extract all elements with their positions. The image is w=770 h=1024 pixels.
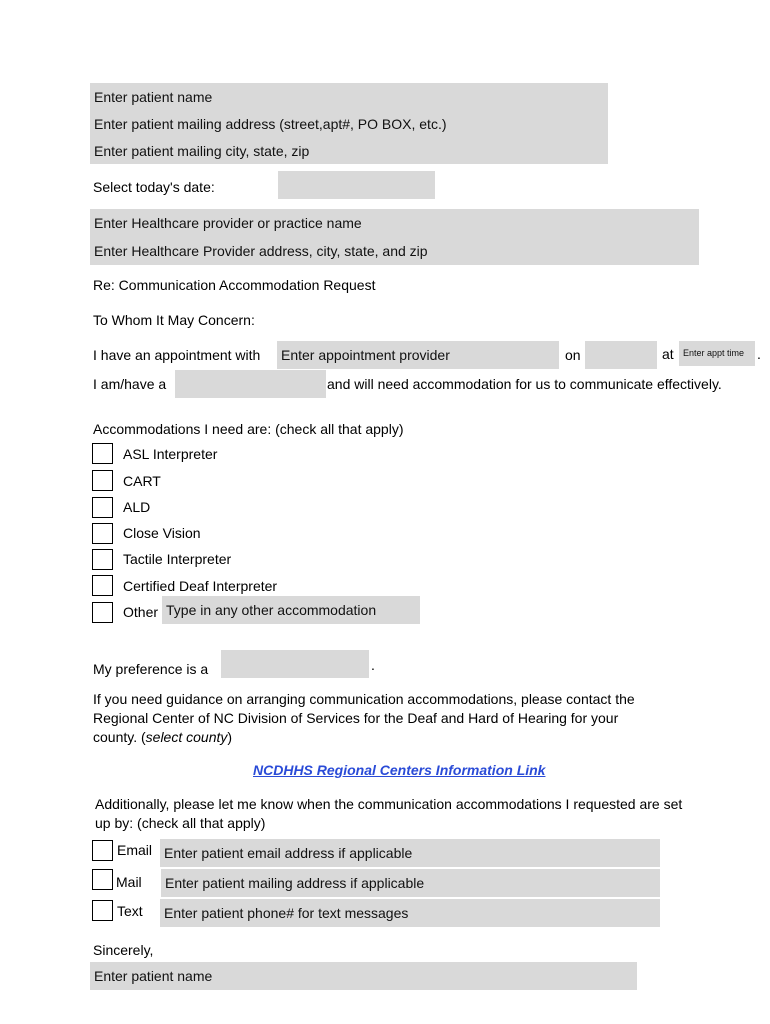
provider-name-field[interactable]: Enter Healthcare provider or practice name	[90, 209, 699, 237]
asl-label: ASL Interpreter	[123, 446, 218, 462]
close-vision-label: Close Vision	[123, 525, 201, 541]
appointment-provider-field[interactable]: Enter appointment provider	[277, 341, 559, 369]
date-field[interactable]	[278, 171, 435, 199]
preference-field[interactable]	[221, 650, 369, 678]
provider-address-field[interactable]: Enter Healthcare Provider address, city, state, and zip	[90, 237, 699, 265]
certified-deaf-interpreter-label: Certified Deaf Interpreter	[123, 578, 278, 594]
mail-label: Mail	[116, 874, 142, 890]
guidance-paragraph	[93, 690, 733, 747]
patient-name-field[interactable]: Enter patient name	[90, 83, 608, 110]
notify-line-1: Additionally, please let me know when the communication accommodations I requested are set	[95, 796, 683, 812]
asl-checkbox[interactable]	[92, 443, 113, 464]
guidance-line-1: If you need guidance on arranging communication accommodations, please contact the	[93, 691, 635, 707]
date-label: Select today's date:	[93, 179, 215, 195]
appointment-prefix: I have an appointment with	[93, 347, 261, 363]
email-checkbox[interactable]	[92, 840, 113, 861]
appointment-on-label: on	[565, 347, 581, 363]
guidance-line-3-prefix: county. (	[93, 729, 146, 745]
cart-checkbox[interactable]	[92, 470, 113, 491]
other-label: Other	[123, 604, 159, 620]
regional-centers-link[interactable]: NCDHHS Regional Centers Information Link	[253, 762, 546, 778]
other-checkbox[interactable]	[92, 602, 113, 623]
tactile-interpreter-checkbox[interactable]	[92, 549, 113, 570]
certified-deaf-interpreter-checkbox[interactable]	[92, 575, 113, 596]
email-label: Email	[117, 842, 153, 858]
signature-name-field[interactable]: Enter patient name	[90, 962, 637, 990]
mail-field[interactable]: Enter patient mailing address if applicable	[161, 869, 660, 897]
patient-city-field[interactable]: Enter patient mailing city, state, zip	[90, 137, 608, 164]
other-accommodation-field[interactable]: Type in any other accommodation	[162, 596, 420, 624]
condition-field[interactable]	[175, 370, 326, 398]
condition-prefix: I am/have a	[93, 376, 167, 392]
text-checkbox[interactable]	[92, 900, 113, 921]
mail-checkbox[interactable]	[92, 869, 113, 890]
notify-line-2: up by: (check all that apply)	[95, 815, 266, 831]
patient-address-field[interactable]: Enter patient mailing address (street,apt#, PO BOX, etc.)	[90, 110, 608, 137]
text-field[interactable]: Enter patient phone# for text messages	[160, 899, 660, 927]
salutation: To Whom It May Concern:	[93, 312, 255, 328]
ald-checkbox[interactable]	[92, 497, 113, 518]
ald-label: ALD	[123, 499, 151, 515]
preference-label: My preference is a	[93, 661, 209, 677]
tactile-interpreter-label: Tactile Interpreter	[123, 551, 232, 567]
re-line: Re: Communication Accommodation Request	[93, 277, 376, 293]
condition-suffix: and will need accommodation for us to communicate effectively.	[327, 376, 722, 392]
cart-label: CART	[123, 473, 161, 489]
appointment-period: .	[757, 346, 761, 362]
appointment-at-label: at	[662, 346, 674, 362]
preference-period: .	[371, 657, 375, 673]
guidance-line-3-suffix: )	[227, 729, 233, 745]
email-field[interactable]: Enter patient email address if applicable	[160, 839, 660, 867]
select-county-hint: select county	[145, 729, 228, 745]
accommodations-heading: Accommodations I need are: (check all that apply)	[93, 421, 404, 437]
appointment-time-field[interactable]: Enter appt time	[679, 341, 755, 366]
guidance-line-3	[93, 728, 733, 747]
text-label: Text	[117, 903, 143, 919]
notify-paragraph	[95, 795, 755, 833]
guidance-line-2: Regional Center of NC Division of Services for the Deaf and Hard of Hearing for your	[93, 710, 619, 726]
appointment-date-field[interactable]	[585, 341, 657, 369]
close-vision-checkbox[interactable]	[92, 523, 113, 544]
closing: Sincerely,	[93, 942, 154, 958]
